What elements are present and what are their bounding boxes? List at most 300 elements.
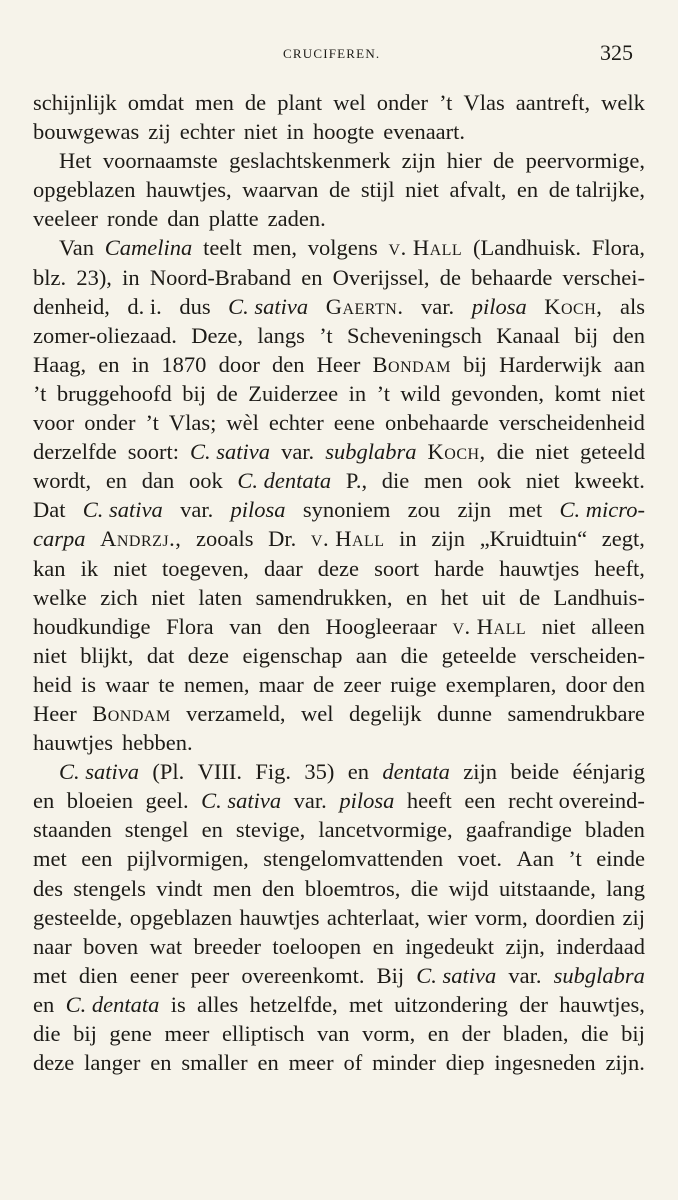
- word: v. Hall: [310, 526, 385, 552]
- word: meer: [288, 1050, 334, 1076]
- word: peer: [190, 962, 230, 988]
- running-head: CRUCIFEREN.: [283, 46, 381, 61]
- word: opgeblazen: [129, 904, 233, 930]
- word: des: [33, 875, 63, 901]
- word: is: [81, 671, 97, 697]
- word: wèl: [226, 410, 259, 436]
- word: voet.: [457, 846, 502, 872]
- word: in: [348, 380, 367, 406]
- word: in: [399, 526, 417, 552]
- word: Vlas;: [168, 410, 217, 436]
- word: en: [516, 177, 539, 203]
- word: niet: [611, 380, 645, 406]
- text-line: [33, 204, 645, 233]
- word: einde: [596, 846, 645, 872]
- text-line: [33, 379, 645, 408]
- word: staanden: [33, 817, 112, 843]
- word: Flora: [166, 613, 214, 639]
- word: Het: [59, 148, 92, 174]
- word: die: [581, 1021, 609, 1046]
- word: wijd: [448, 875, 489, 901]
- word: den: [261, 875, 295, 901]
- word: dan: [141, 468, 175, 494]
- word: hauwtjes: [33, 730, 113, 756]
- word: pilosa: [339, 788, 395, 814]
- word: smaller: [181, 1050, 248, 1076]
- text-line: [33, 1048, 645, 1077]
- word: en: [98, 351, 120, 377]
- word: wier: [427, 904, 468, 930]
- word: minder: [372, 1050, 436, 1076]
- word: de: [439, 264, 461, 290]
- word: der: [519, 991, 548, 1017]
- word: heeft,: [594, 555, 645, 581]
- text-line: [33, 88, 645, 117]
- word: denheid,: [33, 293, 110, 319]
- page-number: 325: [600, 40, 633, 65]
- word: blijkt,: [80, 642, 134, 668]
- word: bij: [73, 1021, 97, 1046]
- word: (Landhuisk.: [472, 235, 582, 261]
- word: bij: [621, 1021, 645, 1046]
- word: veeleer: [33, 206, 98, 232]
- word: ’t: [33, 380, 47, 406]
- word: Fig.: [255, 759, 292, 785]
- word: degelijk: [349, 700, 422, 726]
- word: Bondam: [92, 700, 171, 726]
- word: bij: [574, 322, 599, 348]
- text-line: [33, 175, 645, 204]
- page-header: [0, 38, 678, 68]
- word: niet: [113, 555, 147, 581]
- word: C. sativa: [201, 788, 282, 814]
- word: dan: [167, 206, 200, 232]
- word: schijnlijk: [33, 90, 117, 115]
- word: ’t: [439, 90, 453, 115]
- word: var.: [508, 962, 542, 988]
- word: de: [216, 380, 238, 406]
- word: blz.: [33, 264, 67, 290]
- word: peervormige,: [525, 148, 645, 174]
- word: niet: [525, 468, 560, 494]
- word: toegeven,: [162, 555, 249, 581]
- word: laten: [198, 584, 243, 610]
- word: houdkundige: [33, 613, 151, 639]
- text-line: [33, 1019, 645, 1048]
- word: samendrukken,: [255, 584, 393, 610]
- word: aan: [613, 351, 645, 377]
- word: zaden.: [267, 206, 326, 232]
- word: C. sativa: [59, 759, 140, 785]
- word: overeenkomt.: [241, 962, 365, 988]
- word: var.: [281, 439, 315, 465]
- word: Noord-Braband: [149, 264, 292, 290]
- word: Gaertn.: [325, 293, 404, 319]
- word: dien: [78, 962, 118, 988]
- text-line: [33, 524, 645, 553]
- word: soort:: [127, 439, 179, 465]
- word: te: [158, 671, 175, 697]
- word: en: [257, 1050, 279, 1076]
- word: geteelde: [441, 642, 517, 668]
- word: kweekt.: [574, 468, 645, 494]
- word: soort: [374, 555, 420, 581]
- word: heid: [33, 671, 72, 697]
- word: Deze,: [191, 322, 244, 348]
- word: men: [212, 875, 252, 901]
- word: bloeien: [66, 788, 133, 814]
- word: bloemtros,: [304, 875, 401, 901]
- word: ’t: [568, 846, 582, 872]
- word: daar: [263, 555, 303, 581]
- word: en: [405, 584, 428, 610]
- word: in: [122, 264, 140, 290]
- word: platte: [208, 206, 259, 232]
- word: men: [423, 468, 463, 494]
- word: dentata: [382, 759, 450, 785]
- word: vindt: [156, 875, 203, 901]
- word: Scheveningsch: [346, 322, 482, 348]
- word: éénjarig: [572, 759, 645, 785]
- word: v. Hall: [388, 235, 463, 261]
- text-line: [33, 117, 645, 146]
- word: boven: [83, 933, 139, 959]
- word: en: [150, 1050, 172, 1076]
- word: komt: [554, 380, 601, 406]
- word: Overijssel,: [332, 264, 430, 290]
- text-line: [33, 844, 645, 873]
- word: met: [33, 962, 67, 988]
- word: C. sativa: [228, 293, 309, 319]
- word: teelt: [203, 235, 242, 261]
- word: deze: [33, 1050, 75, 1076]
- word: of: [343, 1050, 363, 1076]
- word: zij: [622, 904, 645, 930]
- word: door den: [565, 671, 645, 697]
- word: meer: [164, 1021, 210, 1046]
- word: zomer-oliezaad.: [33, 322, 177, 348]
- word: pijlvormigen,: [126, 846, 249, 872]
- body-text: [33, 88, 645, 1077]
- word: dat: [146, 642, 175, 668]
- word: Zuiderzee: [248, 380, 339, 406]
- word: Heer: [33, 700, 77, 726]
- text-line: [33, 554, 645, 583]
- word: welke: [33, 584, 87, 610]
- word: langs: [257, 322, 305, 348]
- word: is: [170, 991, 186, 1017]
- word: maar: [258, 671, 304, 697]
- word: C. micro-: [559, 497, 645, 523]
- word: echter: [268, 410, 324, 436]
- word: var.: [421, 293, 455, 319]
- word: hetzelfde,: [249, 991, 338, 1017]
- word: eener: [129, 962, 179, 988]
- word: stengel: [124, 817, 189, 843]
- text-line: [33, 990, 645, 1019]
- word: uitstaande,: [499, 875, 596, 901]
- word: zijn.: [605, 1050, 645, 1076]
- text-line: [33, 612, 645, 641]
- word: Haag,: [33, 351, 87, 377]
- word: verscheidenheid: [498, 410, 645, 436]
- word: bruggehoofd: [56, 380, 172, 406]
- word: de talrijke,: [548, 177, 645, 203]
- word: zijn: [431, 526, 466, 552]
- text-line: [33, 466, 645, 495]
- text-line: [33, 786, 645, 815]
- text-line: [33, 437, 645, 466]
- word: Landhuis-: [553, 584, 645, 610]
- word: aantreft,: [515, 90, 591, 115]
- word: wel: [333, 90, 366, 115]
- word: eene: [333, 410, 376, 436]
- word: pilosa: [471, 293, 527, 319]
- word: en: [301, 264, 323, 290]
- word: recht overeind-: [508, 788, 645, 814]
- word: en: [33, 788, 55, 814]
- text-line: [33, 146, 645, 175]
- word: die: [381, 468, 410, 494]
- word: vorm,: [362, 1021, 416, 1046]
- word: carpa: [33, 526, 86, 552]
- text-line: [33, 408, 645, 437]
- word: inderdaad: [556, 933, 645, 959]
- text-line: [33, 757, 645, 786]
- word: C. sativa: [82, 497, 163, 523]
- word: die: [496, 439, 525, 465]
- word: wat: [149, 933, 183, 959]
- word: verscheiden-: [530, 642, 645, 668]
- word: evenaart.: [383, 119, 466, 145]
- word: derzelfde: [33, 439, 117, 465]
- word: hebben.: [121, 730, 193, 756]
- word: subglabra: [553, 962, 645, 988]
- word: ingesneden: [494, 1050, 596, 1076]
- word: C. sativa: [416, 962, 497, 988]
- word: ook: [188, 468, 223, 494]
- word: verschei-: [562, 264, 645, 290]
- word: Harderwijk: [499, 351, 602, 377]
- word: stengelomvattenden: [263, 846, 444, 872]
- word: niet: [151, 584, 185, 610]
- text-line: [33, 641, 645, 670]
- word: zijn: [401, 148, 436, 174]
- word: en: [427, 1021, 450, 1046]
- word: Koch,: [427, 439, 486, 465]
- word: afvalt,: [449, 177, 507, 203]
- text-line: [33, 874, 645, 903]
- word: bij: [182, 380, 207, 406]
- word: v. Hall: [452, 613, 527, 639]
- word: gaafrandige: [465, 817, 572, 843]
- word: (Pl.: [152, 759, 185, 785]
- word: niet: [243, 119, 278, 145]
- word: onder: [84, 410, 136, 436]
- word: als: [619, 293, 645, 319]
- word: langer: [84, 1050, 141, 1076]
- word: die: [33, 1021, 61, 1046]
- word: voornaamste: [102, 148, 218, 174]
- word: van: [229, 613, 262, 639]
- word: waar: [105, 671, 150, 697]
- word: hoogte: [312, 119, 375, 145]
- text-line: [33, 932, 645, 961]
- word: var.: [293, 788, 327, 814]
- word: hauwtjes: [499, 555, 580, 581]
- word: Bondam: [372, 351, 451, 377]
- word: Bij: [376, 962, 405, 988]
- word: Koch,: [544, 293, 603, 319]
- word: beide: [510, 759, 560, 785]
- text-line: [33, 903, 645, 932]
- word: aan: [355, 642, 388, 668]
- word: lang: [606, 875, 645, 901]
- word: zich: [100, 584, 138, 610]
- word: synoniem: [302, 497, 391, 523]
- word: deze: [187, 642, 230, 668]
- word: toeloopen: [272, 933, 362, 959]
- word: Aan: [516, 846, 554, 872]
- word: uitzondering: [394, 991, 508, 1017]
- word: hauwtjes,: [559, 991, 645, 1017]
- word: een: [81, 846, 113, 872]
- word: en: [33, 991, 55, 1017]
- word: VIII.: [197, 759, 243, 785]
- word: den: [612, 322, 645, 348]
- text-line: [33, 728, 645, 757]
- word: niet: [535, 439, 569, 465]
- word: een: [464, 788, 496, 814]
- word: zegt,: [601, 526, 645, 552]
- word: die: [410, 875, 439, 901]
- text-line: [33, 321, 645, 350]
- word: pilosa: [230, 497, 286, 523]
- word: zooals: [196, 526, 254, 552]
- word: ’t: [145, 410, 159, 436]
- word: breeder: [193, 933, 261, 959]
- word: C. dentata: [237, 468, 332, 494]
- word: Hoogleeraar: [325, 613, 437, 639]
- word: zij: [148, 119, 171, 145]
- word: harde: [434, 555, 485, 581]
- word: wordt,: [33, 468, 92, 494]
- word: naar: [33, 933, 72, 959]
- word: zijn,: [505, 933, 545, 959]
- word: ’t: [376, 380, 390, 406]
- word: exemplaren,: [445, 671, 557, 697]
- word: ook: [477, 468, 512, 494]
- word: volgens: [307, 235, 378, 261]
- word: den: [277, 613, 310, 639]
- word: onder: [376, 90, 429, 115]
- word: samendrukbare: [507, 700, 645, 726]
- word: doordien: [535, 904, 616, 930]
- word: P.,: [345, 468, 368, 494]
- word: met: [33, 846, 67, 872]
- word: hier: [446, 148, 482, 174]
- word: ronde: [106, 206, 159, 232]
- word: men: [195, 90, 234, 115]
- word: de: [244, 90, 267, 115]
- word: vorm,: [474, 904, 528, 930]
- text-line: [33, 815, 645, 844]
- word: Dr.: [268, 526, 297, 552]
- text-line: [33, 961, 645, 990]
- word: wild: [400, 380, 441, 406]
- word: echter: [179, 119, 235, 145]
- word: voor: [33, 410, 75, 436]
- word: Flora,: [591, 235, 645, 261]
- word: lancetvormige,: [318, 817, 453, 843]
- word: 1870: [161, 351, 207, 377]
- word: bij: [463, 351, 487, 377]
- word: niet: [541, 613, 576, 639]
- word: bladen: [584, 817, 645, 843]
- word: achterlaat,: [326, 904, 420, 930]
- word: Andrzj.,: [100, 526, 182, 552]
- word: kan: [33, 555, 66, 581]
- word: omdat: [127, 90, 185, 115]
- word: opgeblazen: [33, 177, 136, 203]
- word: Dat: [33, 497, 66, 523]
- word: en: [372, 933, 394, 959]
- word: dunne: [436, 700, 492, 726]
- text-line: [33, 495, 645, 524]
- text-line: [33, 350, 645, 379]
- word: elliptisch: [221, 1021, 305, 1046]
- word: Camelina: [104, 235, 193, 261]
- word: 35): [304, 759, 335, 785]
- word: stijl: [360, 177, 395, 203]
- word: met: [349, 991, 383, 1017]
- text-line: [33, 670, 645, 699]
- word: gevonden,: [450, 380, 545, 406]
- word: ’t: [319, 322, 333, 348]
- word: geteeld: [580, 439, 645, 465]
- word: het: [440, 584, 469, 610]
- word: van: [317, 1021, 350, 1046]
- text-line: [33, 583, 645, 612]
- word: alleen: [591, 613, 645, 639]
- word: gesteelde,: [33, 904, 123, 930]
- word: stengels: [73, 875, 146, 901]
- text-line: [33, 699, 645, 728]
- word: eigenschap: [242, 642, 343, 668]
- word: die: [400, 642, 429, 668]
- text-line: [33, 233, 645, 262]
- word: zijn: [457, 497, 492, 523]
- word: de: [313, 671, 335, 697]
- word: diep: [445, 1050, 485, 1076]
- word: gene: [109, 1021, 152, 1046]
- word: in: [131, 351, 150, 377]
- word: nemen,: [183, 671, 250, 697]
- word: hauwtjes: [239, 904, 320, 930]
- word: de: [329, 177, 351, 203]
- word: wel: [301, 700, 334, 726]
- text-line: [33, 292, 645, 321]
- word: geel.: [145, 788, 189, 814]
- word: geslachtskenmerk: [229, 148, 391, 174]
- word: der: [461, 1021, 491, 1046]
- word: alles: [197, 991, 239, 1017]
- word: waarvan: [242, 177, 319, 203]
- word: dus: [179, 293, 211, 319]
- word: men,: [252, 235, 297, 261]
- word: en: [201, 817, 223, 843]
- word: C. sativa: [190, 439, 271, 465]
